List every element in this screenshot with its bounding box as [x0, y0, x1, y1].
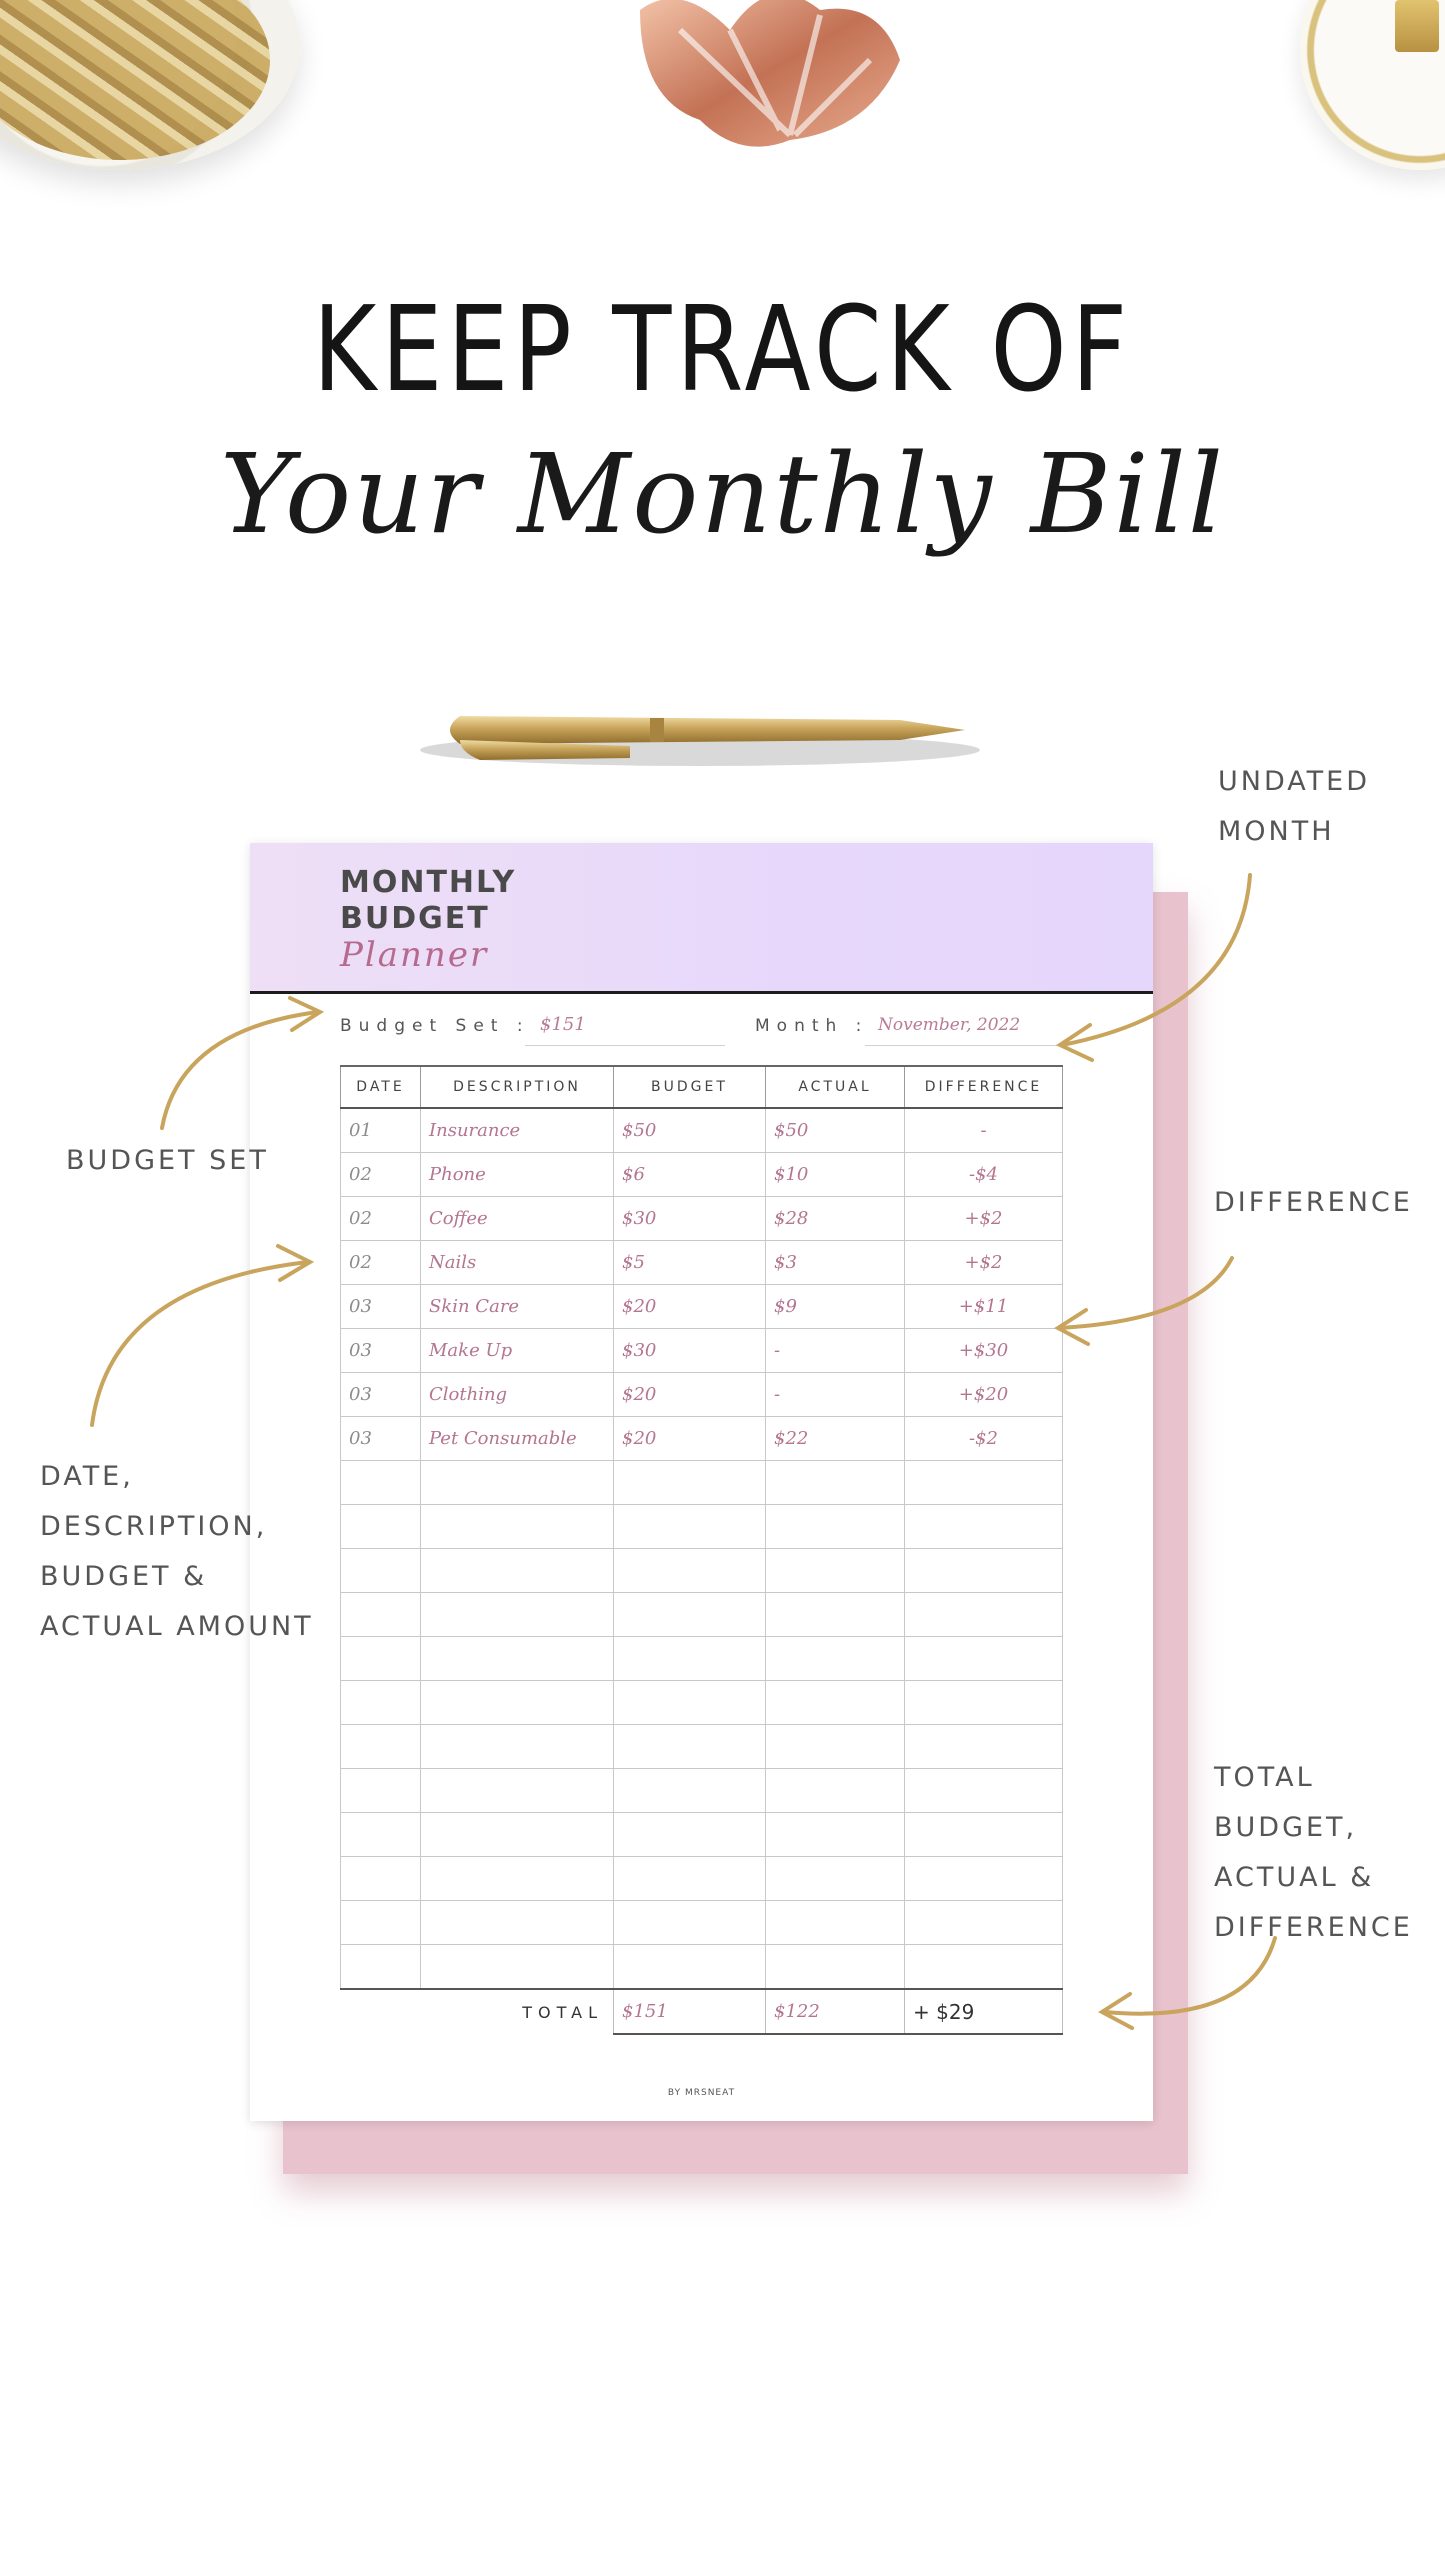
curved-arrow-icon: [1102, 1938, 1275, 2028]
cell-date: 03: [341, 1417, 421, 1461]
callout-date-line2: DESCRIPTION,: [40, 1511, 268, 1542]
cell-date: 03: [341, 1329, 421, 1373]
total-actual: $122: [766, 1989, 905, 2034]
cell-description: Pet Consumable: [421, 1417, 614, 1461]
cell-budget: $20: [614, 1417, 766, 1461]
callout-total-line2: ACTUAL &: [1214, 1862, 1375, 1893]
cell-date: 03: [341, 1373, 421, 1417]
curved-arrow-icon: [162, 998, 320, 1128]
cell-description: Nails: [421, 1241, 614, 1285]
cell-description: Coffee: [421, 1197, 614, 1241]
cell-date: 02: [341, 1241, 421, 1285]
curved-arrow-icon: [1058, 1258, 1232, 1344]
cell-date: 02: [341, 1197, 421, 1241]
cell-difference: +$11: [905, 1285, 1063, 1329]
callout-undated-line2: MONTH: [1218, 816, 1335, 847]
cell-budget: $20: [614, 1373, 766, 1417]
cell-difference: -$2: [905, 1417, 1063, 1461]
cell-actual: $9: [766, 1285, 905, 1329]
col-actual: ACTUAL: [766, 1066, 905, 1108]
cell-difference: -$4: [905, 1153, 1063, 1197]
cell-budget: $30: [614, 1329, 766, 1373]
cell-budget: $6: [614, 1153, 766, 1197]
callout-total-line1: TOTAL BUDGET,: [1214, 1762, 1358, 1843]
callout-date-line3: BUDGET &: [40, 1561, 208, 1592]
col-difference: DIFFERENCE: [905, 1066, 1063, 1108]
total-budget: $151: [614, 1989, 766, 2034]
planner-title-script: Planner: [340, 935, 489, 975]
cell-budget: $50: [614, 1108, 766, 1153]
cell-actual: $22: [766, 1417, 905, 1461]
cell-difference: -: [905, 1108, 1063, 1153]
cell-actual: $3: [766, 1241, 905, 1285]
planner-title-line2: BUDGET: [340, 901, 490, 936]
callout-undated-line1: UNDATED: [1218, 766, 1370, 797]
cell-difference: +$2: [905, 1241, 1063, 1285]
footer-credit: BY MRSNEAT: [667, 2088, 736, 2098]
cell-date: 01: [341, 1108, 421, 1153]
cell-difference: +$2: [905, 1197, 1063, 1241]
cell-description: Skin Care: [421, 1285, 614, 1329]
cell-date: 03: [341, 1285, 421, 1329]
callout-date-line4: ACTUAL AMOUNT: [40, 1611, 314, 1642]
cell-description: Clothing: [421, 1373, 614, 1417]
cell-actual: -: [766, 1373, 905, 1417]
subline: Your Monthly Bill: [219, 430, 1226, 558]
cell-actual: -: [766, 1329, 905, 1373]
col-budget: BUDGET: [614, 1066, 766, 1108]
cell-budget: $20: [614, 1285, 766, 1329]
col-description: DESCRIPTION: [421, 1066, 614, 1108]
callout-budget-set: BUDGET SET: [66, 1145, 269, 1176]
cell-difference: +$30: [905, 1329, 1063, 1373]
cell-description: Phone: [421, 1153, 614, 1197]
month-value: November, 2022: [878, 1015, 1021, 1035]
cell-description: Make Up: [421, 1329, 614, 1373]
cell-difference: +$20: [905, 1373, 1063, 1417]
total-label: TOTAL: [522, 2002, 603, 2022]
callout-total-line3: DIFFERENCE: [1214, 1912, 1413, 1943]
callout-date-line1: DATE,: [40, 1461, 134, 1492]
cell-actual: $28: [766, 1197, 905, 1241]
callout-difference: DIFFERENCE: [1214, 1187, 1413, 1218]
col-date: DATE: [341, 1066, 421, 1108]
month-label: Month :: [755, 1016, 869, 1036]
budget-set-value: $151: [540, 1014, 586, 1035]
cell-budget: $30: [614, 1197, 766, 1241]
planner-title-line1: MONTHLY: [340, 865, 517, 900]
curved-arrow-icon: [1060, 875, 1250, 1060]
budget-set-label: Budget Set :: [340, 1016, 530, 1036]
cell-date: 02: [341, 1153, 421, 1197]
cell-description: Insurance: [421, 1108, 614, 1153]
total-difference: + $29: [905, 1989, 1063, 2034]
headline: KEEP TRACK OF: [312, 280, 1133, 418]
cell-actual: $10: [766, 1153, 905, 1197]
cell-actual: $50: [766, 1108, 905, 1153]
curved-arrow-icon: [92, 1246, 310, 1425]
cell-budget: $5: [614, 1241, 766, 1285]
